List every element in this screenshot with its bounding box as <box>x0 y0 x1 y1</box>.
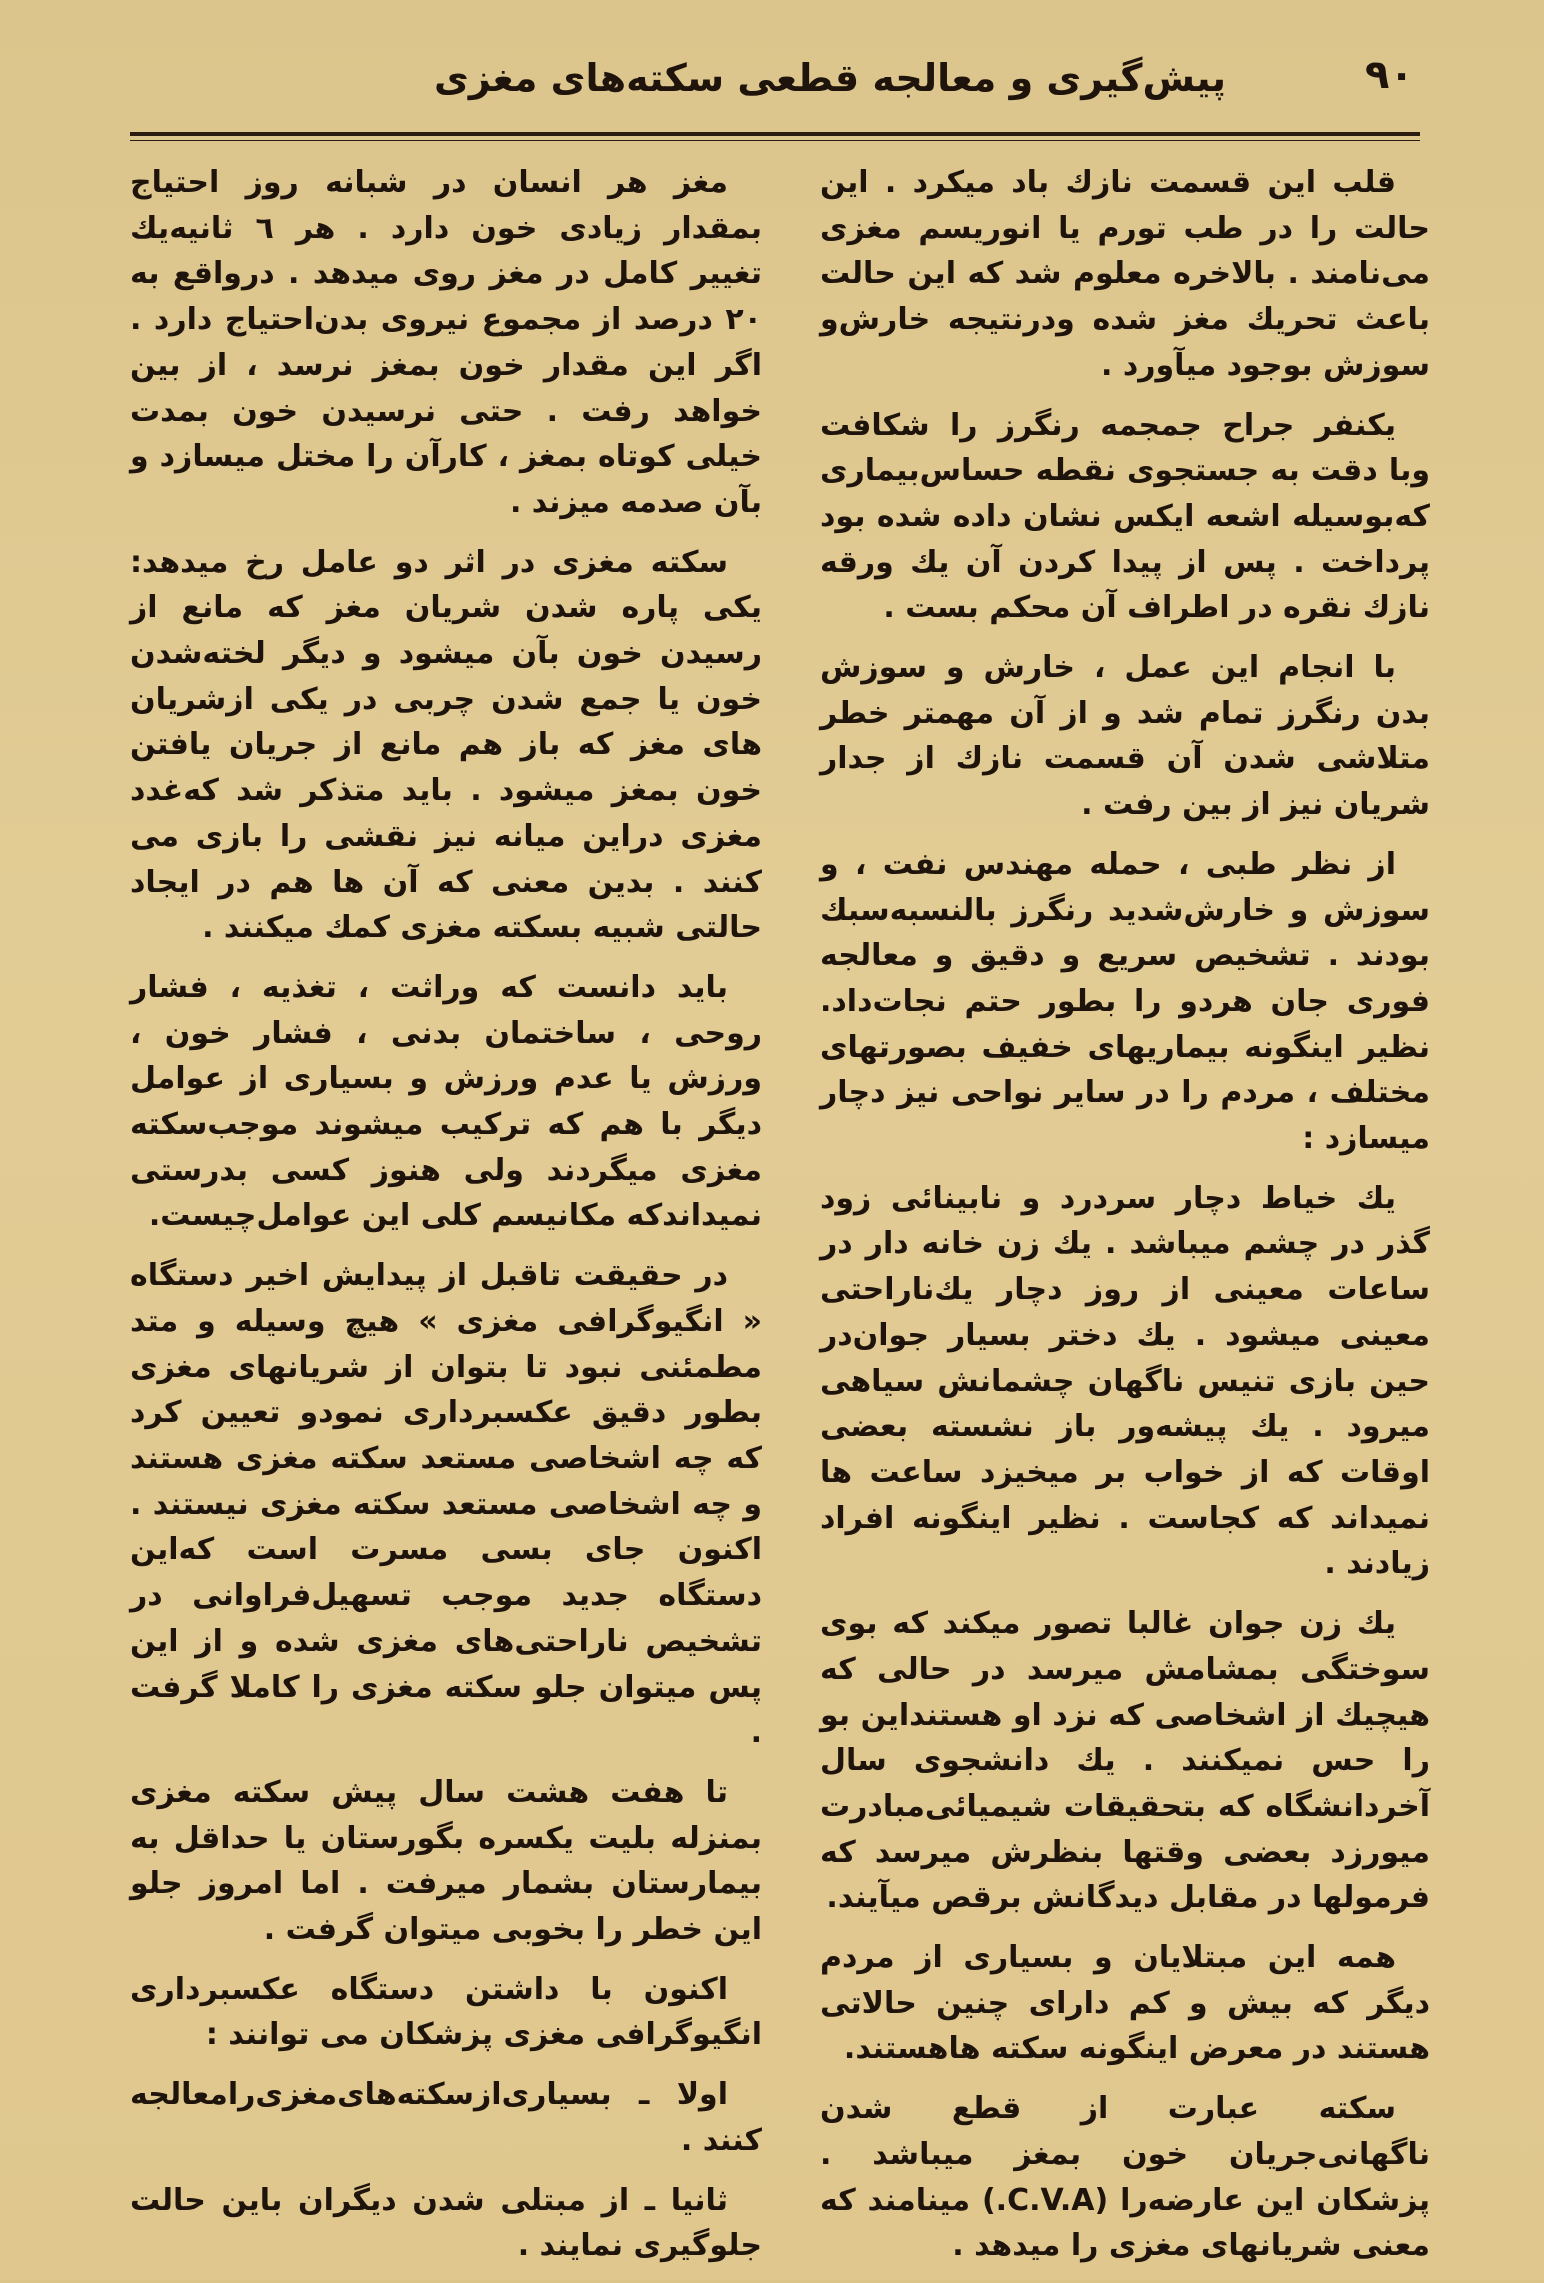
paragraph: یکنفر جراح جمجمه رنگرز را شکافت وبا دقت به جستجوی نقطه حساس‌بیماری که‌بوسیله اشعه ایکس نشان داده شده بود پرداخت . پس از پیدا کردن آن یك ورقه نازك نقره در اطراف آن محکم بست . <box>820 407 1430 626</box>
paragraph: باید دانست که وراثت ، تغذیه ، فشار روحی ، ساختمان بدنی ، فشار خون ، ورزش یا عدم ورزش و بسیاری از عوامل دیگر با هم که ترکیب میشوند موجب‌سکته مغزی میگردند ولی هنوز کسی بدرستی نمیداندکه مکانیسم کلی این عوامل‌چیست. <box>130 969 762 1234</box>
page-number: ۹۰ <box>1365 52 1414 98</box>
paragraph: با انجام این عمل ، خارش و سوزش بدن رنگرز تمام شد و از آن مهمتر خطر متلاشی شدن آن قسمت نازك از جدار شریان نیز از بین رفت . <box>820 650 1430 823</box>
paragraph: اکنون با داشتن دستگاه عکسبرداری انگیوگرافی مغزی پزشکان می توانند : <box>130 1971 762 2053</box>
paragraph: مغز هر انسان در شبانه روز احتیاج بمقدار زیادی خون دارد . هر ٦ ثانیه‌یك تغییر کامل در مغز روی میدهد . درواقع به ۲۰ درصد از مجموع نیروی بدن‌احتیاج دارد . اگر این مقدار خون بمغز نرسد ، از بین خواهد رفت . حتی نرسیدن خون بمدت خیلی کوتاه بمغز ، کارآن را مختل میسازد و بآن صدمه میزند . <box>130 165 762 520</box>
running-title: پیش‌گیری و معالجه قطعی سکته‌های مغزی <box>434 56 1226 100</box>
left-column <box>130 160 762 2283</box>
paragraph: تا هفت هشت سال پیش سکته مغزی بمنزله بلیت یکسره بگورستان یا حداقل به بیمارستان بشمار میرفت . اما امروز جلو این خطر را بخوبی میتوان گرفت . <box>130 1774 762 1948</box>
paragraph: همه این مبتلایان و بسیاری از مردم دیگر که بیش و کم دارای چنین حالاتی هستند در معرض اینگونه سکته هاهستند. <box>820 1940 1430 2067</box>
paragraph: یك زن جوان غالبا تصور میکند که بوی سوختگی بمشامش میرسد در حالی که هیچیك از اشخاصی که نزد او هستنداین بو را حس نمیکنند . یك دانشجوی سال آخردانشگاه که بتحقیقات شیمیائی‌مبادرت میورزد بعضی وقتها بنظرش میرسد که فرمولها در مقابل دیدگانش برقص میآیند. <box>820 1606 1430 1916</box>
paragraph: در حقیقت تاقبل از پیدایش اخیر دستگاه « انگیوگرافی مغزی » هیچ وسیله و متد مطمئنی نبود تا بتوان از شریانهای مغزی بطور دقیق عکسبرداری نمودو تعیین کرد که چه اشخاصی مستعد سکته مغزی هستند و چه اشخاصی مستعد سکته مغزی نیستند . اکنون جای بسی مسرت است که‌این دستگاه جدید موجب تسهیل‌فراوانی در تشخیص ناراحتی‌های مغزی شده و از این پس میتوان جلو سکته مغزی را کاملا گرفت . <box>130 1258 762 1751</box>
paragraph: یك خیاط دچار سردرد و نابینائی زود گذر در چشم میباشد . یك زن خانه دار در ساعات معینی از روز دچار یك‌ناراحتی معینی میشود . یك دختر بسیار جوان‌در حین بازی تنیس ناگهان چشمانش سیاهی میرود . یك پیشه‌ور باز نشسته بعضی اوقات که از خواب بر میخیزد ساعت ها نمیداند که کجاست . نظیر اینگونه افراد زیادند . <box>820 1180 1430 1582</box>
paragraph: قلب این قسمت نازك باد میکرد . این حالت را در طب تورم یا انوریسم مغزی می‌نامند . بالاخره معلوم شد که این حالت باعث تحریك مغز شده ودرنتیجه خارش‌و سوزش بوجود میآورد . <box>820 165 1430 383</box>
page-header <box>130 36 1420 132</box>
paragraph: از نظر طبی ، حمله مهندس نفت ، و سوزش و خارش‌شدید رنگرز بالنسبه‌سبك بودند . تشخیص سریع و دقیق و معالجه فوری جان هردو را بطور حتم نجات‌داد. نظیر اینگونه بیماریهای خفیف بصورتهای مختلف ، مردم را در سایر نواحی نیز دچار میسازد : <box>820 846 1430 1157</box>
header-rule <box>130 132 1420 136</box>
header-rule-thin <box>130 140 1420 141</box>
paragraph: اولا ـ بسیاری‌ازسکته‌های‌مغزی‌رامعالجه کنند . <box>130 2077 762 2158</box>
paragraph: سکته عبارت از قطع شدن ناگهانی‌جریان خون بمغز میباشد . پزشکان این عارضه‌را (C.V.A.) مینامند که معنی شریانهای مغزی را میدهد . <box>820 2091 1430 2264</box>
paragraph: سکته مغزی در اثر دو عامل رخ میدهد: یکی پاره شدن شریان مغز که مانع از رسیدن خون بآن میشود و دیگر لخته‌شدن خون یا جمع شدن چربی در یکی ازشریان های مغز که باز هم مانع از جریان یافتن خون بمغز میشود . باید متذکر شد که‌غدد مغزی دراین میانه نیز نقشی را بازی می کنند . بدین معنی که آن ها هم در ایجاد حالتی شبیه بسکته مغزی کمك میکنند . <box>130 544 762 946</box>
paragraph: ثانیا ـ از مبتلی شدن دیگران باین حالت جلوگیری نمایند . <box>130 2182 762 2264</box>
right-column <box>820 160 1430 2283</box>
